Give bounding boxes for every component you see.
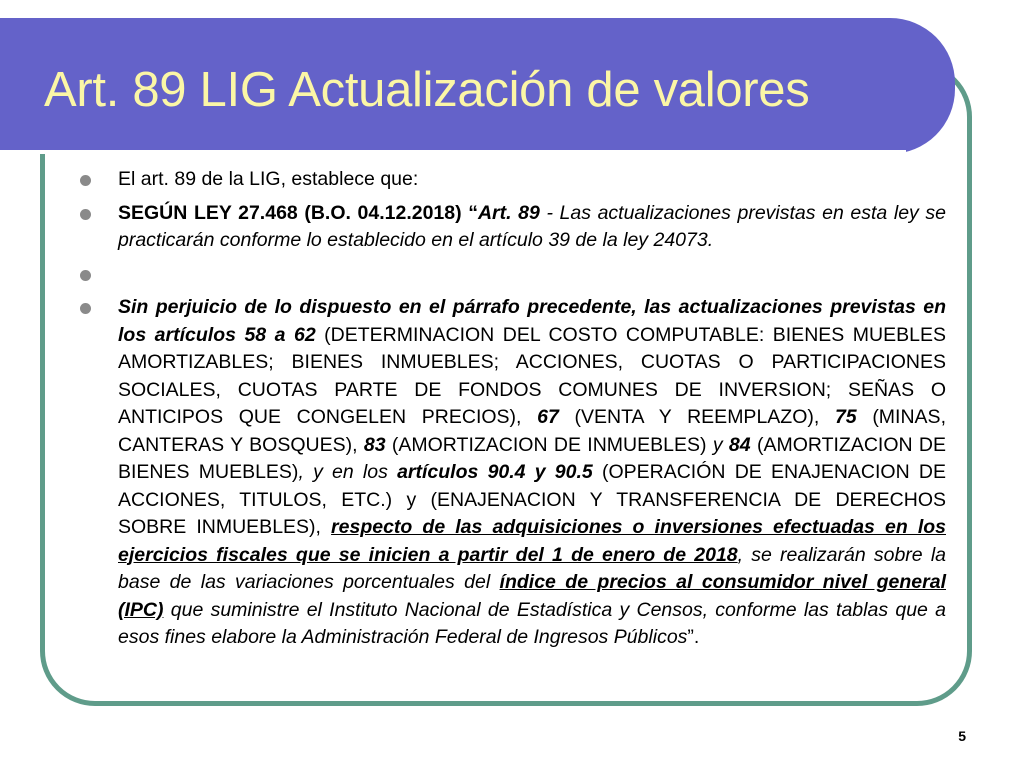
bullet-item-1 [76,166,946,194]
underlined-segment: índice de precios al consumidor nivel general (IPC) [118,571,946,621]
bullet-item-2 [76,200,946,255]
text-segment: (DETERMINACION DEL COSTO COMPUTABLE: BIENES MUEBLES AMORTIZABLES; BIENES INMUEBLES; ACCIONES, CUOTAS O PARTICIPACIONES SOCIALES, CUOTAS PARTE DE FONDOS COMUNES DE INVERSION; SEÑAS O ANTICIPOS QUE CONGELEN PRECIOS), [118,323,946,428]
bullet-dot-icon [80,209,91,220]
article-text: - Las actualizaciones previstas en esta ley se practicarán conforme lo establecido en el artículo 39 de la ley 24073. [118,201,946,251]
bullet-text: El art. 89 de la LIG, establece que: [118,168,419,190]
text-segment: 75 [834,406,857,428]
page-number: 5 [958,728,966,744]
text-segment: (MINAS, CANTERAS Y BOSQUES), [118,406,946,456]
text-segment: , y en los [298,461,398,483]
text-segment: (OPERACIÓN DE ENAJENACION DE ACCIONES, TITULOS, ETC.) y (ENAJENACION Y TRANSFERENCIA DE DERECHOS SOBRE INMUEBLES), [118,461,946,538]
text-segment: ”. [687,626,700,648]
bullet-dot-icon [80,303,91,314]
text-segment: 84 [728,433,751,456]
slide-title: Art. 89 LIG Actualización de valores [44,63,810,117]
underlined-segment: respecto de las adquisiciones o inversiones efectuadas en los ejercicios fiscales que se inicien a partir del 1 de enero de 2018 [118,516,946,566]
law-reference: SEGÚN LEY 27.468 (B.O. 04.12.2018) “ [118,201,478,224]
bullet-dot-icon [80,270,91,281]
text-segment: (VENTA Y REEMPLAZO), [558,406,835,428]
text-segment: 67 [537,406,559,428]
text-segment: y [712,433,729,456]
bullet-item-empty [76,261,946,289]
title-underline [0,150,906,154]
bullet-item-3 [76,294,946,652]
text-segment: (AMORTIZACION DE INMUEBLES) [385,433,713,456]
text-segment: (AMORTIZACION DE BIENES MUEBLES) [118,433,947,483]
article-reference: Art. 89 [477,201,540,224]
bullet-list [76,166,946,658]
text-segment: artículos 90.4 y 90.5 [397,461,593,483]
text-segment: 83 [363,433,386,456]
text-segment: que suministre el Instituto Nacional de Estadística y Censos, conforme las tablas que a esos fines elabore la Administración Federal de Ingresos Públicos [118,598,946,648]
title-banner [0,18,955,154]
text-segment: Sin perjuicio de lo dispuesto en el párrafo precedente, las actualizaciones previstas en los artículos 58 a 62 [118,296,946,346]
bullet-dot-icon [80,175,91,186]
text-segment: , se realizarán sobre la base de las variaciones porcentuales del [118,543,946,593]
